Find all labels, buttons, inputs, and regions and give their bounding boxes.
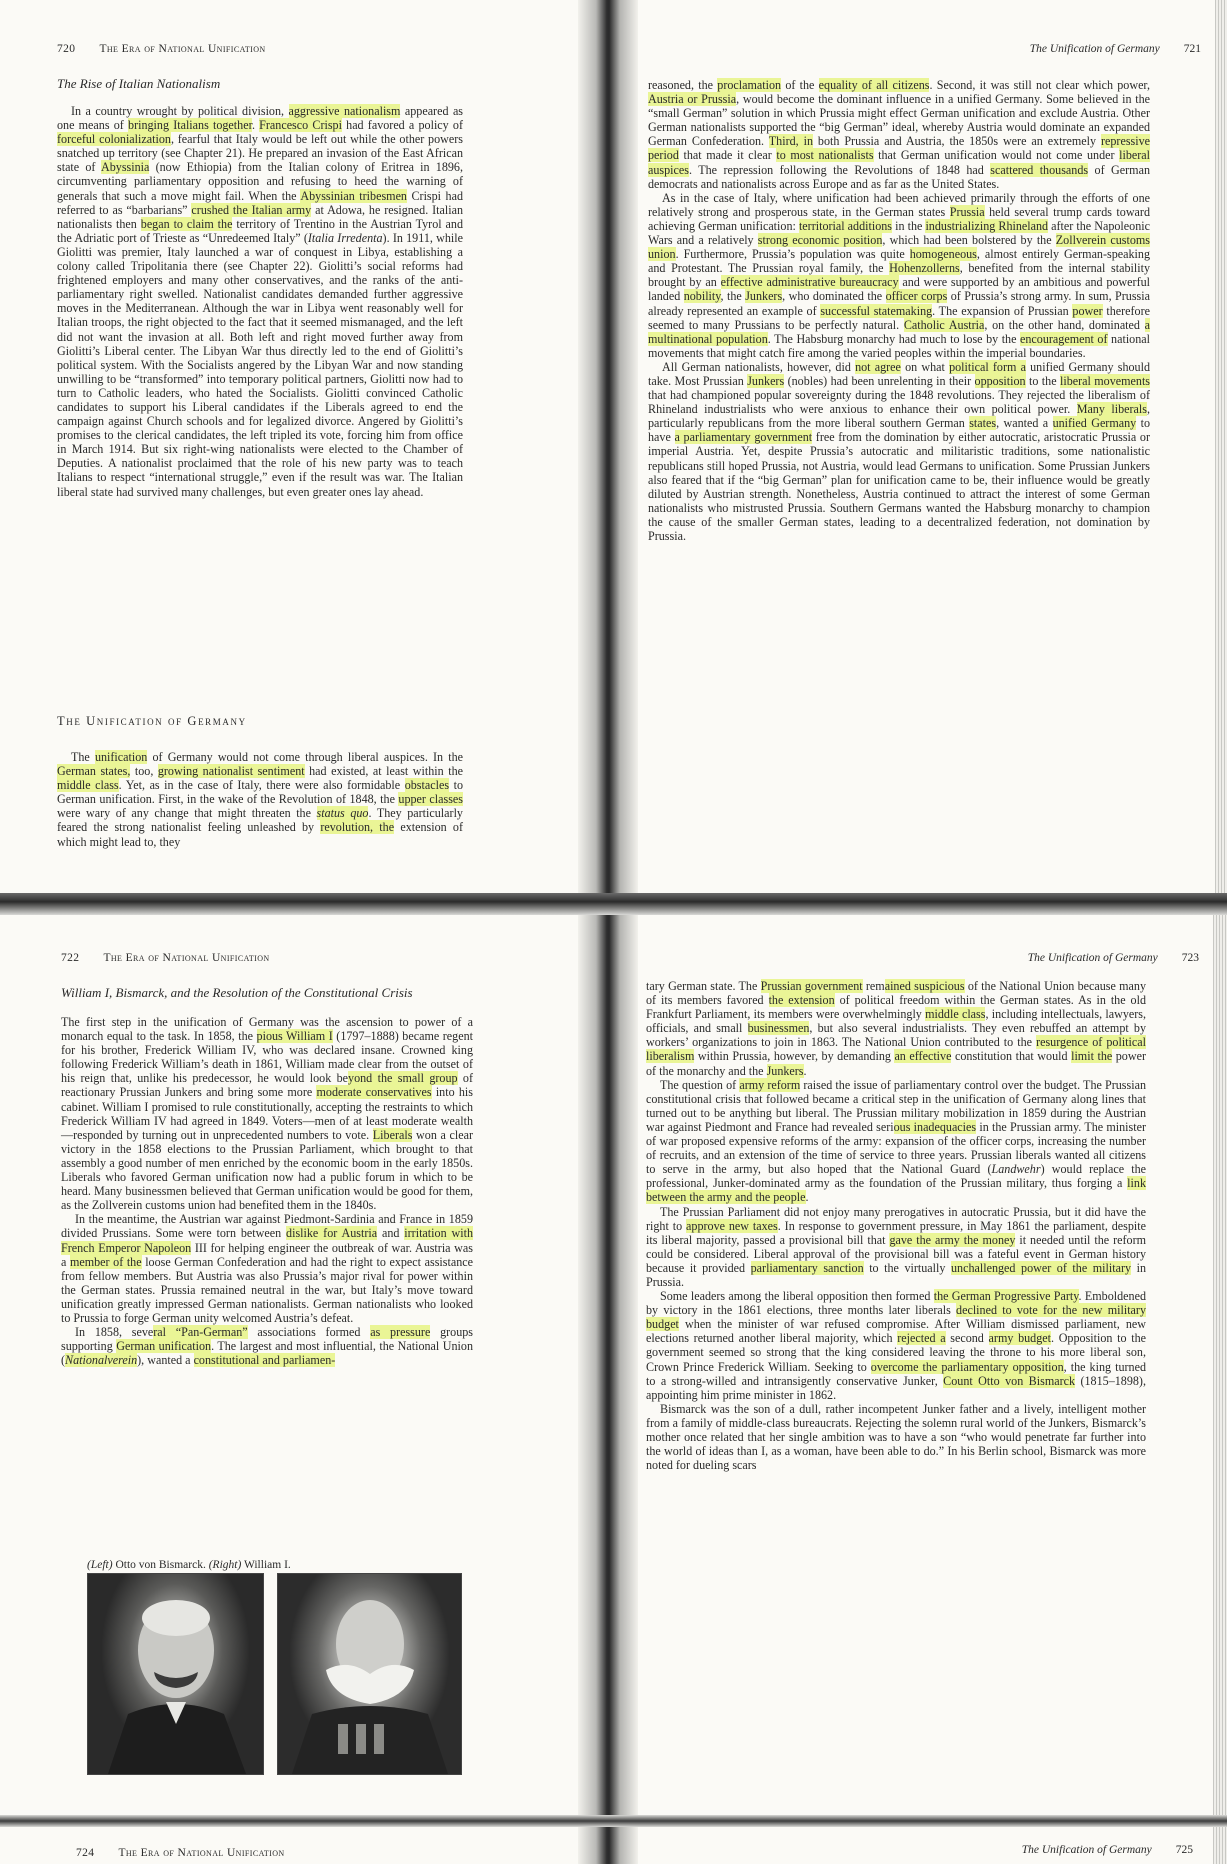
- highlighted-text: army reform: [739, 1077, 801, 1092]
- text-run: ) would replace the professional, Junker-dominated army as the foundation of the Prussian military, thus forging a: [646, 1162, 1147, 1191]
- text-run: in Prussia.: [646, 1260, 1146, 1289]
- text-run: of reactionary Prussian Junkers and bring some more: [61, 1071, 473, 1100]
- highlighted-text: territorial additions: [798, 218, 893, 233]
- highlighted-text: Zollverein customs union: [648, 233, 1150, 262]
- subsection-heading: William I, Bismarck, and the Resolution of the Constitutional Crisis: [61, 985, 413, 1000]
- highlighted-text: officer corps: [885, 289, 948, 304]
- text-run: ), wanted a: [137, 1353, 194, 1368]
- highlighted-text: Count Otto von Bismarck: [943, 1373, 1076, 1388]
- highlighted-text: rejected a: [897, 1331, 946, 1346]
- highlighted-text: dislike for Austria: [286, 1226, 378, 1241]
- text-run: , on the other hand, dominated: [984, 317, 1145, 332]
- text-run: , benefited from the internal stability brought by an: [648, 261, 1150, 290]
- highlighted-text: a multinational population: [648, 317, 1150, 346]
- running-title: The Unification of Germany: [1027, 952, 1158, 964]
- highlighted-text: a parliamentary government: [674, 430, 813, 445]
- text-run: won a clear victory in the 1858 elections to the Prussian Parliament, which brought to that assembly a good number of men enriched by the economic boom in the early 1850s. Liberals who favored German unification now had a public forum in which to be heard. Many businessmen believed that German unification would be good for them, as the Zollverein customs union had benefited them in the 1840s.: [61, 1127, 473, 1213]
- paragraph: [646, 1205, 1146, 1290]
- highlighted-text: German unification: [116, 1339, 212, 1354]
- text-run: Otto von Bismarck.: [112, 1558, 209, 1571]
- highlighted-text: successful statemaking: [820, 303, 933, 318]
- page-edge: [1213, 915, 1227, 1815]
- highlighted-text: businessmen: [747, 1021, 810, 1036]
- text-run: after the Napoleonic Wars and a relatively: [648, 218, 1150, 248]
- text-run: second: [945, 1331, 989, 1346]
- highlighted-text: Abyssinia: [101, 160, 150, 175]
- text-run: , wanted a: [996, 416, 1053, 431]
- portrait-drawing: [278, 1574, 461, 1774]
- text-run: , but also several industrialists. They even rebuffed an attempt by workers’ organizations to join in 1863. The National Union contributed to the: [646, 1021, 1146, 1050]
- highlighted-text: constitutional and parliamen-: [193, 1353, 336, 1368]
- book-gutter: [578, 915, 638, 1815]
- text-run: (1815–1898), appointing him prime minister in 1862.: [646, 1373, 1146, 1402]
- paragraph: [648, 78, 1150, 191]
- highlighted-text: link between the army and the people: [646, 1176, 1146, 1205]
- highlighted-text: German states,: [57, 764, 131, 779]
- running-title: The Era of National Unification: [118, 1847, 285, 1859]
- text-run: (now Ethiopia) from the Italian colony of Eritrea in 1896, circumventing parliamentary opposition and refusing to heed the warning of generals that such a move might fail. When the: [57, 160, 463, 203]
- highlighted-text: overcome the parliamentary opposition: [870, 1359, 1064, 1374]
- text-run: (Right): [208, 1558, 242, 1571]
- highlighted-text: industrializing Rhineland: [925, 218, 1049, 233]
- text-run: , the: [720, 289, 746, 304]
- text-run: of the: [781, 78, 819, 92]
- highlighted-text: growing nationalist sentiment: [157, 764, 305, 779]
- page-number: 722: [61, 952, 80, 964]
- highlighted-text: approve new taxes: [686, 1218, 778, 1233]
- highlighted-text: began to claim the: [140, 216, 233, 231]
- text-run: . Yet, as in the case of Italy, there were also formidable: [118, 778, 405, 793]
- highlighted-text: yond the small group: [348, 1071, 458, 1086]
- highlighted-text: power: [1072, 303, 1103, 318]
- highlighted-text: ral “Pan-German”: [153, 1325, 248, 1340]
- text-run: Crispi had referred to as “barbarians”: [57, 188, 463, 217]
- highlighted-text: parliamentary sanction: [750, 1260, 864, 1275]
- subsection-heading: The Rise of Italian Nationalism: [57, 76, 221, 91]
- running-head-722: [61, 952, 270, 964]
- paragraph: [646, 979, 1146, 1078]
- text-run: territory of Trentino in the Austrian Tyrol and the Adriatic port of Trieste as “Unredeemed Italy” (: [57, 216, 463, 245]
- highlighted-text: Francesco Crispi: [259, 118, 342, 133]
- page-number: 725: [1175, 1844, 1193, 1856]
- body-text: [646, 979, 1146, 1472]
- highlighted-text: crushed the Italian army: [191, 202, 312, 217]
- highlighted-text: army budget: [988, 1331, 1051, 1346]
- text-run: (nobles) had been unrelenting in their: [784, 373, 975, 388]
- highlighted-text: Nationalverein: [65, 1353, 138, 1368]
- highlighted-text: aggressive nationalism: [288, 104, 401, 118]
- text-run: on what: [900, 359, 950, 374]
- text-run: . Emboldened by victory in the 1861 elections, three months later liberals: [646, 1289, 1147, 1318]
- paragraph: [648, 191, 1150, 360]
- page-720: [0, 0, 589, 893]
- highlighted-text: an effective: [894, 1049, 952, 1064]
- highlighted-text: opposition: [974, 373, 1026, 388]
- text-run: that German unification would not come under: [873, 148, 1120, 163]
- highlighted-text: repressive period: [648, 134, 1151, 163]
- highlighted-text: middle class: [925, 1007, 986, 1022]
- text-run: therefore seemed to many Prussians to be perfectly natural.: [648, 303, 1151, 332]
- portrait-drawing: [88, 1574, 263, 1774]
- highlighted-text: member of the: [69, 1254, 142, 1269]
- body-text: [648, 78, 1150, 543]
- highlighted-text: moderate conservatives: [316, 1085, 432, 1100]
- text-run: . Opposition to the government seemed so strong that the king considered leaving the throne to his more liberal son, Crown Prince Frederick William. Seeking to: [646, 1331, 1146, 1374]
- text-run: had existed, at least within the: [304, 764, 463, 779]
- scan-separator: [0, 1815, 1227, 1827]
- text-run: Some leaders among the liberal opposition then formed: [660, 1289, 934, 1304]
- highlighted-text: unification: [94, 750, 148, 764]
- text-run: .: [803, 1063, 807, 1078]
- running-head-721: [1030, 43, 1201, 55]
- paragraph: [61, 1212, 473, 1325]
- text-run: extension of which might lead to, they: [57, 820, 463, 849]
- highlighted-text: pious William I: [256, 1029, 333, 1044]
- highlighted-text: Abyssinian tribesmen: [300, 188, 407, 203]
- page-723: [634, 915, 1227, 1815]
- text-run: , including intellectuals, lawyers, officials, and small: [646, 1007, 1147, 1036]
- highlighted-text: unified Germany: [1052, 416, 1137, 431]
- text-run: tary German state. The: [646, 979, 761, 993]
- text-run: , which had been bolstered by the: [882, 233, 1056, 248]
- text-run: (1797–1888) became regent for his brother, Frederick William IV, who was declared insane. Crowned king following Frederick William’s death in 1861, William made clear from the outset of his reign that, unlike his predecessor, he would look be: [61, 1029, 473, 1086]
- body-text: [61, 1015, 473, 1367]
- highlighted-text: middle class: [57, 778, 119, 793]
- highlighted-text: Liberals: [372, 1127, 413, 1142]
- highlighted-text: ous inadequacies: [893, 1119, 977, 1134]
- text-run: power of the monarchy and the: [646, 1049, 1146, 1078]
- highlighted-text: to most nationalists: [776, 148, 874, 163]
- highlighted-text: encouragement of: [1020, 331, 1108, 346]
- text-run: The Prussian Parliament did not enjoy many prerogatives in autocratic Prussia, but it did have the right to: [646, 1204, 1146, 1233]
- highlighted-text: Many liberals: [1076, 402, 1147, 417]
- page-number: 720: [57, 43, 76, 55]
- highlighted-text: homogeneous: [909, 247, 977, 262]
- text-run: . The repression following the Revolutions of 1848 had: [688, 162, 991, 177]
- page-edge: [1215, 0, 1227, 893]
- text-run: and were supported by an ambitious and powerful landed: [648, 275, 1150, 304]
- running-title: The Era of National Unification: [99, 43, 266, 55]
- text-run: to the virtually: [863, 1260, 951, 1275]
- page-721: [634, 0, 1227, 893]
- highlighted-text: nobility: [683, 289, 721, 304]
- highlighted-text: Prussian government: [760, 979, 863, 993]
- running-head-720: [57, 43, 266, 55]
- highlighted-text: the extension: [768, 993, 835, 1008]
- text-run: (Left): [87, 1558, 113, 1571]
- text-run: .: [805, 1190, 809, 1205]
- paragraph: [61, 1325, 473, 1367]
- text-run: to have: [648, 416, 1150, 445]
- highlighted-text: Prussia: [949, 204, 985, 219]
- text-run: of the National Union because many of its members favored: [646, 979, 1147, 1008]
- highlighted-text: states: [969, 416, 997, 431]
- body-text: [57, 104, 463, 499]
- page-722: [0, 915, 589, 1815]
- text-run: The: [71, 750, 95, 764]
- highlighted-text: declined to vote for the new military budget: [646, 1303, 1146, 1332]
- text-run: . They particularly feared the strong nationalist feeling unleashed by: [57, 806, 463, 835]
- highlighted-text: Catholic Austria: [903, 317, 985, 332]
- text-run: both Prussia and Austria, the 1850s were an extremely: [813, 134, 1101, 149]
- text-run: Landwehr: [991, 1162, 1041, 1177]
- highlighted-text: resurgence of political liberalism: [646, 1035, 1147, 1064]
- text-run: free from the domination by either autocratic, aristocratic Prussia or imperial Austria. Yet, despite Prussia’s autocratic and militaristic traditions, some nationalistic republicans still hoped Prussia, not Austria, would lead Germans to unification. Some Prussian Junkers also feared that if the “big German” plan for unification came to be, their influence would be greatly diluted by Austrian strength. Nonetheless, Austria continued to attract the interest of some German nationalists who mistrusted Prussia. Southern Germans wanted the Habsburg monarchy to champion the cause of the smaller German states, leading to a decentralized federation, not domination by Prussia.: [648, 430, 1150, 543]
- text-run: III for helping engineer the outbreak of war. Austria was a: [61, 1240, 473, 1269]
- text-run: that made it clear: [678, 148, 777, 163]
- highlighted-text: revolution, the: [320, 820, 395, 835]
- highlighted-text: Junkers: [745, 289, 783, 304]
- highlighted-text: effective administrative bureaucracy: [720, 275, 899, 290]
- text-run: .: [251, 118, 260, 133]
- text-run: In the meantime, the Austrian war against Piedmont-Sardinia and France in 1859 divided Prussians. Some were torn between: [61, 1212, 473, 1241]
- highlighted-text: Junkers: [747, 373, 785, 388]
- running-title: The Unification of Germany: [1021, 1844, 1152, 1856]
- text-run: , would become the dominant influence in a unified Germany. Some believed in the “small German” solution in which Prussia might effect German unification and exclude Austria. Other German nationalists supported the “big German” ideal, whereby Austria would dominate an expanded German Confederation.: [648, 92, 1150, 149]
- page-number: 723: [1181, 952, 1199, 964]
- text-run: of political freedom within the German states. As in the old Frankfurt Parliament, its members were overwhelmingly: [646, 993, 1146, 1022]
- section-heading: The Unification of Germany: [57, 714, 247, 728]
- text-run: in the: [892, 218, 926, 233]
- scan-separator: [0, 893, 1227, 915]
- page-edge: [1213, 1827, 1227, 1864]
- text-run: . In response to government pressure, in May 1861 the parliament, despite its liberal majority, passed a provisional bill that: [646, 1218, 1146, 1247]
- text-run: when the minister of war refused compromise. After William dismissed parliament, new elections returned another liberal majority, which: [646, 1317, 1146, 1346]
- running-head-724: [76, 1847, 285, 1859]
- text-run: In 1858, seve: [75, 1325, 154, 1340]
- bismarck-portrait: [87, 1573, 264, 1775]
- highlighted-text: as pressure: [370, 1325, 431, 1340]
- highlighted-text: Third, in: [768, 134, 813, 149]
- highlighted-text: limit the: [1071, 1049, 1113, 1064]
- book-gutter: [578, 0, 638, 893]
- highlighted-text: Hohenzollerns: [889, 261, 960, 276]
- book-gutter: [578, 1827, 638, 1864]
- paragraph: [646, 1078, 1146, 1205]
- text-run: too,: [130, 764, 158, 779]
- text-run: had favored a policy of: [341, 118, 463, 133]
- page-724: [0, 1827, 589, 1864]
- running-head-725: [1022, 1844, 1193, 1856]
- highlighted-text: liberal auspices: [648, 148, 1150, 177]
- text-run: held several trump cards toward achieving German unification:: [648, 204, 1151, 233]
- text-run: , particularly republicans from the more liberal southern German: [648, 402, 1150, 431]
- highlighted-text: Austria or Prussia: [648, 92, 737, 107]
- highlighted-text: upper classes: [398, 792, 463, 807]
- paragraph: [646, 1289, 1146, 1402]
- text-run: and: [377, 1226, 405, 1241]
- text-run: at Adowa, he resigned. Italian nationalists then: [57, 202, 464, 231]
- text-run: . Second, it was still not clear which power,: [929, 78, 1150, 92]
- text-run: . The Habsburg monarchy had much to lose by the: [767, 331, 1021, 346]
- body-text: [57, 750, 463, 849]
- text-run: associations formed: [247, 1325, 371, 1340]
- paragraph: [646, 1402, 1146, 1472]
- text-run: In a country wrought by political division,: [71, 104, 289, 118]
- text-run: of German democrats and nationalists across Europe and as far as the United States.: [648, 162, 1150, 191]
- text-run: were wary of any change that might threaten the: [57, 806, 317, 821]
- highlighted-text: not agree: [855, 359, 901, 374]
- william-portrait: [277, 1573, 462, 1775]
- text-run: ). In 1911, while Giolitti was premier, Italy launched a war of conquest in Libya, establishing a colony called Tripolitania there (see Chapter 22). Giolitti’s social reforms had frightened employers and many other conservatives, and the ranks of the anti-parliamentary right swelled. Nationalist candidates demanded further aggressive moves in the Mediterranean. Although the war in Libya went reasonably well for Italian troops, the right objected to the fact that it seemed mismanaged, and the left did not want the invasion at all. Both left and right moved further away from Giolitti’s Liberal center. The Libyan War thus directly led to the end of Giolitti’s political system. With the Socialists angered by the Libyan War and now standing unwilling to be “transformed” into temporary political partners, Giolitti now had to turn to Catholic leaders, who hated the Socialists. Giolitti convinced Catholic candidates to support his Liberal candidates if the Liberals agreed to end the campaign against Church schools and for legalized divorce. Angered by Giolitti’s promises to the clerical candidates, the left tripled its vote, forcing him from office in March 1914. But six right-wing nationalists were elected to the Chamber of Deputies. A nationalist proclaimed that the role of his new party was to teach Italians to respect “international struggle,” even if the result was war. The Italian liberal state had survived many challenges, but even greater ones lay ahead.: [57, 230, 464, 499]
- text-run: appeared as one means of: [57, 104, 464, 133]
- text-run: rem: [862, 979, 885, 993]
- highlighted-text: obstacles: [404, 778, 450, 793]
- page-number: 724: [76, 1847, 95, 1859]
- text-run: , almost entirely German-speaking and Protestant. The Prussian royal family, the: [648, 247, 1150, 276]
- highlighted-text: unchallenged power of the military: [951, 1260, 1132, 1275]
- highlighted-text: the German Progressive Party: [933, 1289, 1079, 1304]
- text-run: Italia Irredenta: [307, 230, 383, 245]
- highlighted-text: scattered thousands: [990, 162, 1089, 177]
- text-run: The first step in the unification of Germany was the ascension to power of a monarch equal to the task. In 1858, the: [61, 1015, 473, 1044]
- text-run: The question of: [660, 1077, 740, 1092]
- text-run: of Prussia’s strong army. In sum, Prussia already represented an example of: [648, 289, 1150, 318]
- running-title: The Unification of Germany: [1029, 43, 1160, 55]
- text-run: . The largest and most influential, the National Union (: [61, 1339, 473, 1368]
- text-run: to the: [1025, 373, 1060, 388]
- text-run: within Prussia, however, by demanding: [694, 1049, 895, 1064]
- running-title: The Era of National Unification: [103, 952, 270, 964]
- text-run: of Germany would not come through liberal auspices. In the: [147, 750, 464, 764]
- highlighted-text: political form a: [949, 359, 1026, 374]
- highlighted-text: ained suspicious: [884, 979, 965, 993]
- text-run: it needed until the reform could be considered. Liberal approval of the provisional bill was a fateful event in German history because it provided: [646, 1232, 1147, 1275]
- text-run: into his cabinet. William I promised to rule constitutionally, accepting the restraints to which Frederick William IV had agreed in 1849. Voters—men of at least moderate wealth—responded by turning out in unprecedented numbers to vote.: [61, 1085, 473, 1142]
- highlighted-text: forceful colonialization: [57, 132, 171, 147]
- text-run: raised the issue of parliamentary control over the budget. The Prussian constitutional crisis that followed became a critical step in the unification of Germany along lines that turned out to be anything but liberal. The Prussian military mobilization in 1859 during the Austrian war against Piedmont and France had revealed seri: [646, 1077, 1146, 1134]
- highlighted-text: proclamation: [717, 78, 782, 92]
- text-run: unified Germany should take. Most Prussian: [648, 359, 1150, 388]
- text-run: . Furthermore, Prussia’s population was quite: [675, 247, 910, 262]
- text-run: , the king turned to a strong-willed and intransigently conservative Junker,: [646, 1359, 1146, 1388]
- highlighted-text: equality of all citizens: [818, 78, 930, 92]
- text-run: loose German Confederation and had the right to expect assistance from fellow members. But Austria was also Prussia’s major rival for power within the German states. Prussia remained neutral in the war, but Italy’s move toward unification greatly impressed German nationalists. German nationalists who looked to Prussia to forge German unity welcomed Austria’s defeat.: [61, 1254, 473, 1325]
- text-run: As in the case of Italy, where unification had been achieved primarily through the efforts of one relatively strong and prosperous state, in the German states: [648, 190, 1150, 219]
- text-run: to German unification. First, in the wake of the Revolution of 1848, the: [57, 778, 463, 807]
- text-run: , fearful that Italy would be left out while the other powers snatched up territory (see Chapter 21). He prepared an invasion of the East African state of: [57, 132, 463, 175]
- text-run: . The expansion of Prussian: [932, 303, 1073, 318]
- text-run: groups supporting: [61, 1325, 474, 1354]
- highlighted-text: irritation with French Emperor Napoleon: [61, 1226, 473, 1255]
- highlighted-text: liberal movements: [1059, 373, 1151, 388]
- text-run: reasoned, the: [648, 78, 718, 92]
- highlighted-text: status quo: [316, 806, 369, 821]
- text-run: Bismarck was the son of a dull, rather incompetent Junker father and a lively, intelligent mother from a family of middle-class bureaucrats. Rejecting the solemn rural world of the Junkers, Bismarck’s mother once related that her single ambition was to have a son “who would penetrate far further into the world of ideas than I, as a woman, have been able to do.” In his Berlin school, Bismarck was more noted for dueling scars: [646, 1401, 1146, 1473]
- text-run: All German nationalists, however, did: [662, 359, 856, 374]
- highlighted-text: bringing Italians together: [128, 118, 252, 133]
- running-head-723: [1028, 952, 1199, 964]
- text-run: in the Prussian army. The minister of war proposed expensive reforms of the army: expansion of the officer corps, increasing the number of recruits, and an extension of the time of service to three years. Prussian liberals wanted all citizens to serve in the army, but also hoped that the National Guard (: [646, 1119, 1146, 1177]
- text-run: national movements that might catch fire among the varied peoples within the imperial boundaries.: [648, 331, 1150, 360]
- highlighted-text: strong economic position: [757, 233, 883, 248]
- text-run: that had championed popular sovereignty during the 1848 revolutions. They rejected the liberalism of Rhineland industrialists who were anxious to enhance their own political power.: [648, 388, 1150, 417]
- paragraph: [648, 360, 1150, 543]
- page-725: [634, 1827, 1227, 1864]
- highlighted-text: Junkers: [766, 1063, 804, 1078]
- text-run: , who dominated the: [782, 289, 886, 304]
- text-run: constitution that would: [951, 1049, 1072, 1064]
- paragraph: [61, 1015, 473, 1212]
- text-run: William I.: [241, 1558, 291, 1571]
- page-number: 721: [1183, 43, 1201, 55]
- highlighted-text: gave the army the money: [889, 1232, 1016, 1247]
